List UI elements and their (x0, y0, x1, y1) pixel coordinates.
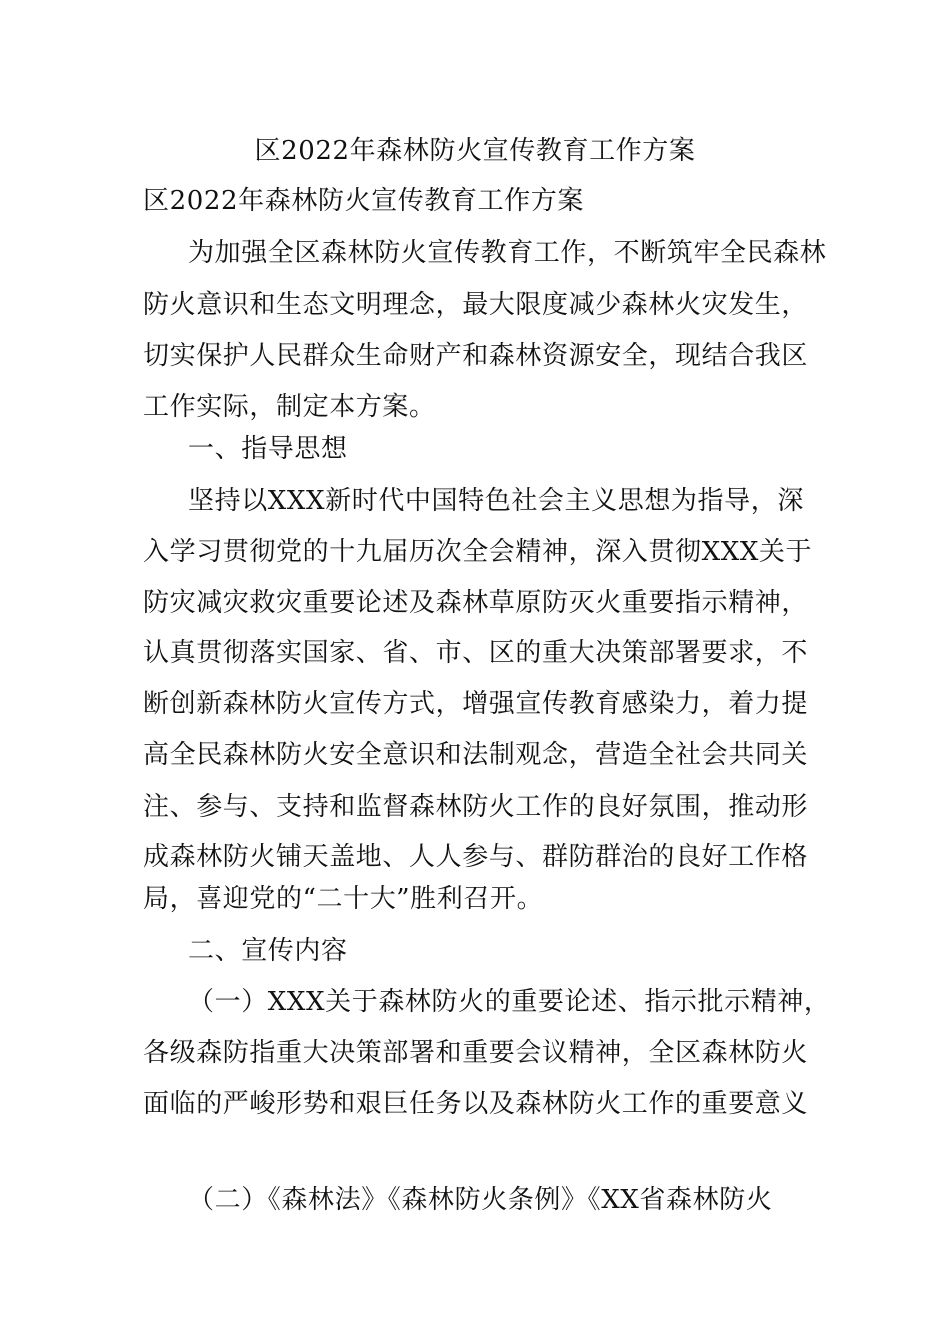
paragraph-line: 断创新森林防火宣传方式，增强宣传教育感染力，着力提 (143, 689, 809, 719)
paragraph-line: 各级森防指重大决策部署和重要会议精神，全区森林防火 (143, 1038, 809, 1068)
paragraph-line: 成森林防火铺天盖地、人人参与、群防群治的良好工作格 (143, 842, 809, 872)
paragraph-line: （二）《森林法》《森林防火条例》《XX省森林防火 (188, 1185, 773, 1215)
paragraph-line: 面临的严峻形势和艰巨任务以及森林防火工作的重要意义 (143, 1089, 809, 1119)
paragraph-line: 切实保护人民群众生命财产和森林资源安全，现结合我区 (143, 341, 809, 371)
paragraph-line: 认真贯彻落实国家、省、市、区的重大决策部署要求，不 (143, 638, 809, 668)
paragraph-line: 注、参与、支持和监督森林防火工作的良好氛围，推动形 (143, 792, 809, 822)
paragraph-line: 为加强全区森林防火宣传教育工作，不断筑牢全民森林 (188, 238, 827, 268)
paragraph-line: 坚持以XXX新时代中国特色社会主义思想为指导，深 (188, 486, 804, 516)
document-subtitle: 区2022年森林防火宣传教育工作方案 (143, 186, 584, 216)
paragraph-line: 防灾减灾救灾重要论述及森林草原防灭火重要指示精神， (143, 588, 809, 618)
paragraph-line: 入学习贯彻党的十九届历次全会精神，深入贯彻XXX关于 (143, 537, 813, 567)
section-heading-1: 一、指导思想 (188, 434, 348, 464)
paragraph-line: （一）XXX关于森林防火的重要论述、指示批示精神， (188, 987, 831, 1017)
document-title: 区2022年森林防火宣传教育工作方案 (254, 136, 696, 166)
section-heading-2: 二、宣传内容 (188, 936, 348, 966)
paragraph-line: 局，喜迎党的“二十大”胜利召开。 (143, 884, 544, 914)
paragraph-line: 工作实际，制定本方案。 (143, 392, 436, 422)
paragraph-line: 防火意识和生态文明理念，最大限度减少森林火灾发生， (143, 290, 809, 320)
paragraph-line: 高全民森林防火安全意识和法制观念，营造全社会共同关 (143, 740, 809, 770)
